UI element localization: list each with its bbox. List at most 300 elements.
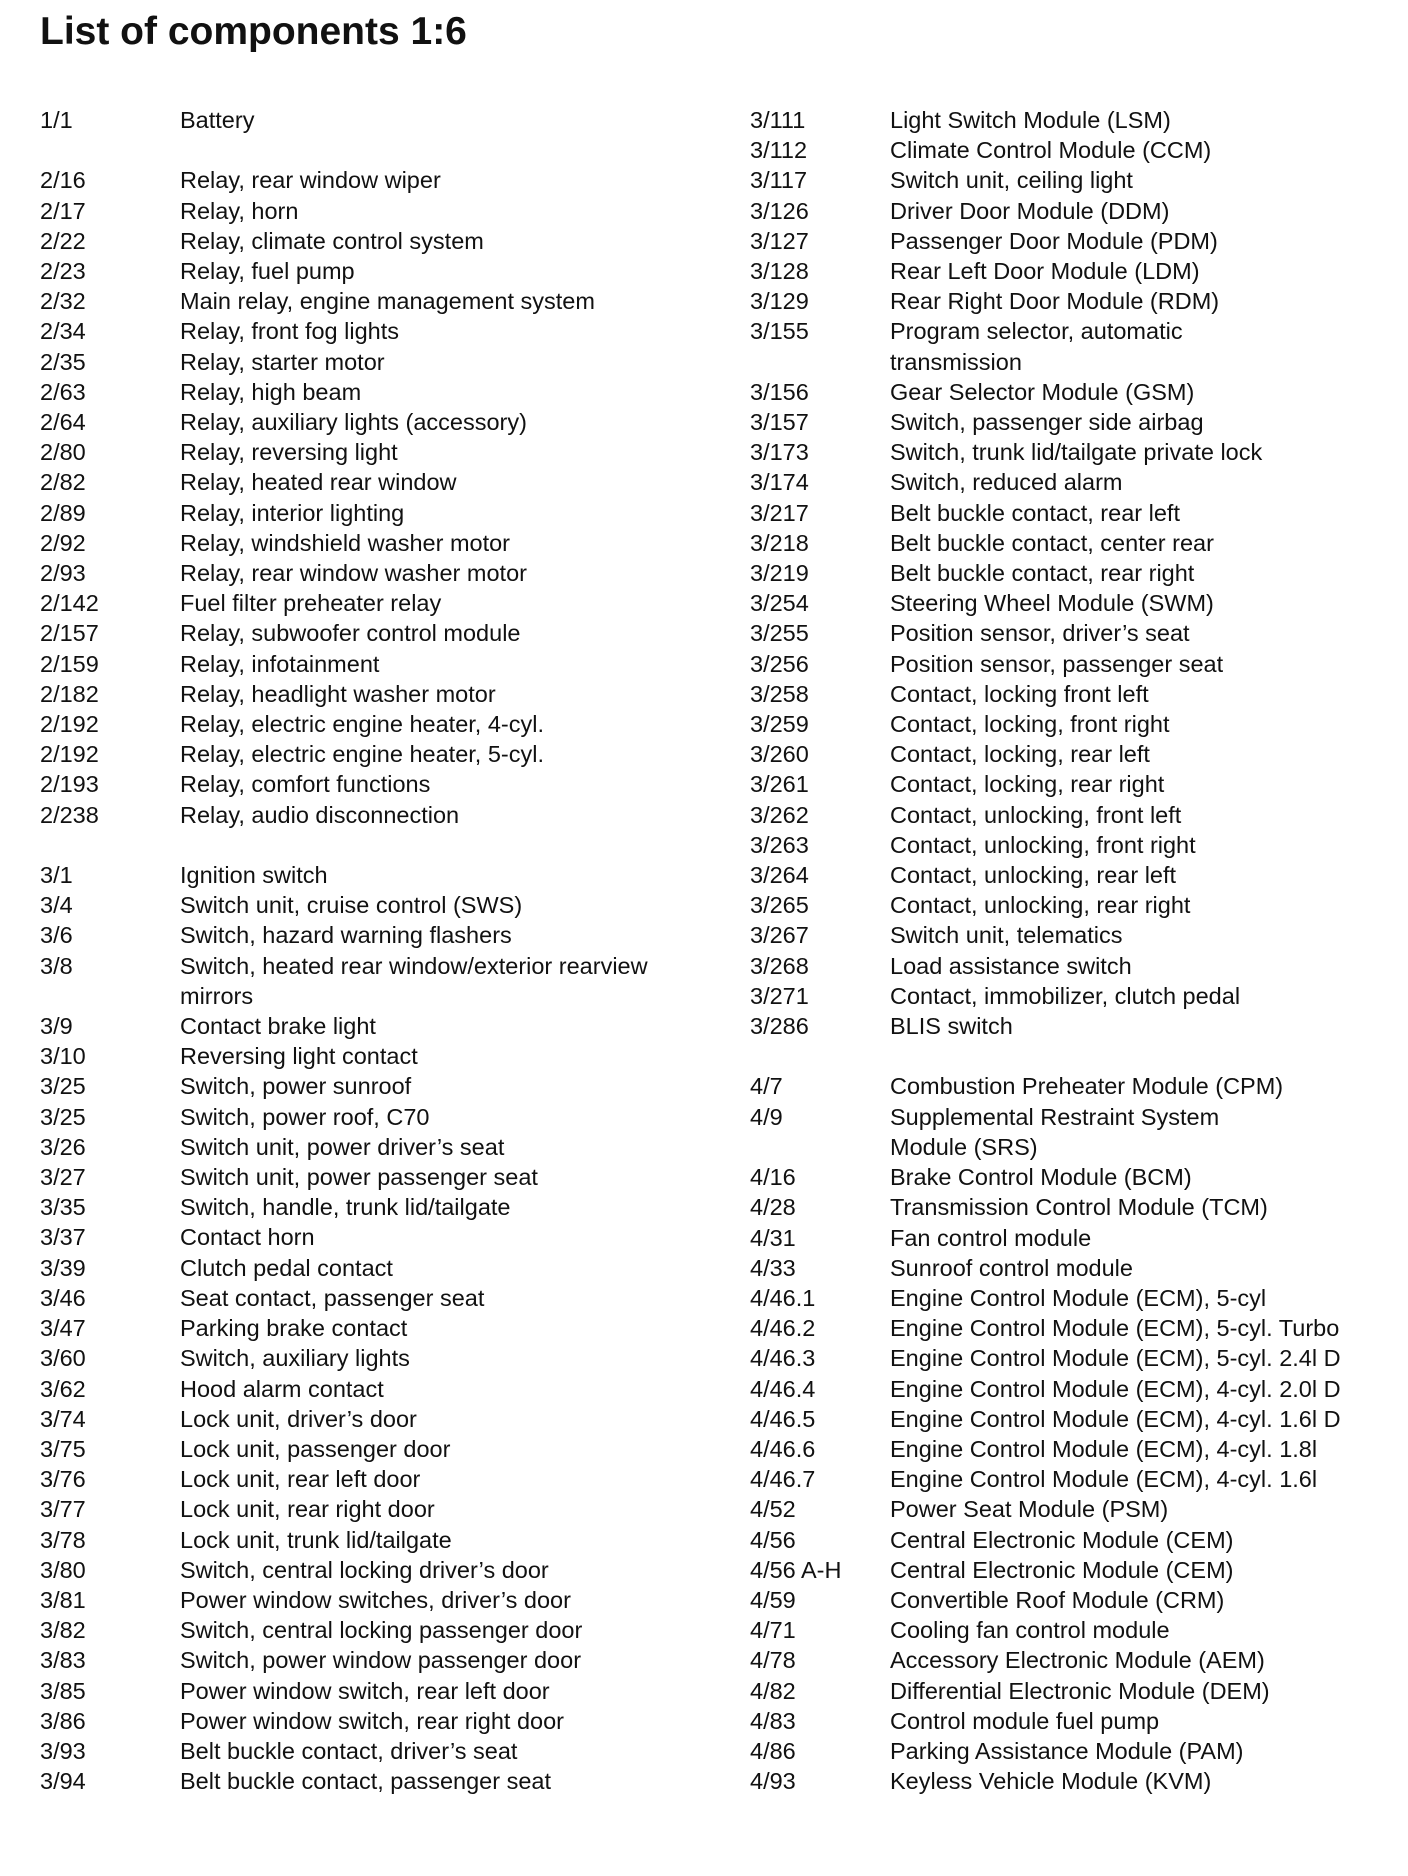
component-code: 3/217	[750, 499, 809, 526]
component-description: Power window switches, driver’s door	[180, 1586, 571, 1613]
list-item	[40, 105, 720, 135]
component-description: Belt buckle contact, passenger seat	[180, 1768, 551, 1795]
list-item	[40, 1313, 720, 1343]
component-description: Relay, rear window wiper	[180, 167, 441, 194]
component-code: 4/31	[750, 1224, 796, 1251]
component-description: Transmission Control Module (TCM)	[890, 1194, 1268, 1221]
component-description: Fan control module	[890, 1224, 1092, 1251]
component-description: Brake Control Module (BCM)	[890, 1164, 1192, 1191]
list-item	[750, 1525, 1400, 1555]
component-description: Relay, high beam	[180, 378, 362, 405]
component-code: 4/46.1	[750, 1284, 816, 1311]
list-item	[40, 739, 720, 769]
component-code: 2/82	[40, 469, 86, 496]
component-description: Contact, locking front left	[890, 680, 1149, 707]
list-item	[750, 105, 1400, 135]
component-description: Relay, reversing light	[180, 439, 398, 466]
list-item	[40, 1706, 720, 1736]
component-code: 3/117	[750, 167, 808, 194]
component-description: Ignition switch	[180, 862, 328, 889]
component-code: 3/127	[750, 227, 809, 254]
list-item	[750, 1615, 1400, 1645]
list-item	[750, 1343, 1400, 1373]
component-code: 3/267	[750, 922, 809, 949]
list-item	[40, 1676, 720, 1706]
component-code: 3/78	[40, 1526, 86, 1553]
component-description-line: Module (SRS)	[890, 1133, 1038, 1160]
list-item	[750, 890, 1400, 920]
component-code: 3/156	[750, 378, 809, 405]
component-description: Driver Door Module (DDM)	[890, 197, 1170, 224]
list-item	[750, 498, 1400, 528]
component-code: 4/16	[750, 1164, 796, 1191]
component-description: Differential Electronic Module (DEM)	[890, 1677, 1270, 1704]
component-description: Belt buckle contact, rear left	[890, 499, 1180, 526]
component-code: 2/64	[40, 409, 86, 436]
page-title: List of components 1:6	[40, 10, 467, 53]
list-item	[40, 226, 720, 256]
list-item	[750, 1676, 1400, 1706]
component-code: 2/92	[40, 529, 86, 556]
component-description: Clutch pedal contact	[180, 1254, 393, 1281]
component-description: Lock unit, driver’s door	[180, 1405, 417, 1432]
component-code: 3/26	[40, 1133, 86, 1160]
component-description: Switch, power roof, C70	[180, 1103, 430, 1130]
component-list-right	[750, 105, 1400, 1796]
component-code: 4/56 A-H	[750, 1556, 842, 1583]
component-description: Cooling fan control module	[890, 1617, 1170, 1644]
component-description: Engine Control Module (ECM), 4-cyl. 2.0l D	[890, 1375, 1341, 1402]
component-description: Accessory Electronic Module (AEM)	[890, 1647, 1265, 1674]
list-item	[750, 981, 1400, 1011]
component-description: Relay, subwoofer control module	[180, 620, 521, 647]
list-item	[750, 649, 1400, 679]
component-code: 3/173	[750, 439, 809, 466]
list-item	[750, 558, 1400, 588]
component-code: 4/83	[750, 1707, 796, 1734]
component-description: Steering Wheel Module (SWM)	[890, 590, 1214, 617]
component-description: Rear Left Door Module (LDM)	[890, 258, 1200, 285]
component-description: Reversing light contact	[180, 1043, 418, 1070]
list-item	[40, 1253, 720, 1283]
list-item	[40, 1162, 720, 1192]
component-description: Position sensor, passenger seat	[890, 650, 1224, 677]
list-item	[40, 1464, 720, 1494]
component-description: Engine Control Module (ECM), 5-cyl. Turbo	[890, 1315, 1340, 1342]
list-item	[750, 830, 1400, 860]
component-code: 3/128	[750, 258, 809, 285]
component-description: Belt buckle contact, center rear	[890, 529, 1214, 556]
component-code: 3/94	[40, 1768, 86, 1795]
component-description: Switch, trunk lid/tailgate private lock	[890, 439, 1263, 466]
list-item	[750, 135, 1400, 165]
component-code: 3/76	[40, 1466, 86, 1493]
list-item	[750, 1253, 1400, 1283]
list-item	[750, 256, 1400, 286]
list-item	[750, 709, 1400, 739]
list-item	[750, 1434, 1400, 1464]
component-code: 3/62	[40, 1375, 86, 1402]
list-item	[750, 1736, 1400, 1766]
list-item	[750, 1102, 1400, 1162]
list-item	[750, 196, 1400, 226]
component-code: 4/82	[750, 1677, 796, 1704]
component-code: 3/60	[40, 1345, 86, 1372]
component-code: 3/93	[40, 1737, 86, 1764]
component-code: 3/260	[750, 741, 809, 768]
component-code: 4/93	[750, 1768, 796, 1795]
component-code: 3/25	[40, 1103, 86, 1130]
list-item	[750, 1223, 1400, 1253]
component-description: Contact, immobilizer, clutch pedal	[890, 982, 1241, 1009]
component-code: 3/111	[750, 107, 806, 133]
component-code: 3/218	[750, 529, 809, 556]
component-description: Seat contact, passenger seat	[180, 1284, 485, 1311]
component-code: 4/7	[750, 1073, 783, 1100]
list-item	[750, 1766, 1400, 1796]
component-description: Relay, infotainment	[180, 650, 380, 677]
component-code: 4/28	[750, 1194, 796, 1221]
component-description: Engine Control Module (ECM), 5-cyl. 2.4l D	[890, 1345, 1341, 1372]
list-item	[750, 437, 1400, 467]
component-description: Relay, auxiliary lights (accessory)	[180, 409, 527, 436]
component-code: 3/271	[750, 982, 809, 1009]
list-item	[750, 1464, 1400, 1494]
component-code: 4/46.6	[750, 1435, 816, 1462]
component-description: Contact, locking, rear left	[890, 741, 1150, 768]
component-list-left	[40, 105, 720, 1796]
list-item	[750, 1706, 1400, 1736]
component-description: Climate Control Module (CCM)	[890, 137, 1212, 164]
component-description: Relay, fuel pump	[180, 258, 355, 284]
component-code: 4/56	[750, 1526, 796, 1553]
component-description: Switch, passenger side airbag	[890, 409, 1204, 436]
list-item	[750, 618, 1400, 648]
list-item	[40, 1615, 720, 1645]
component-code: 3/4	[40, 892, 73, 919]
component-code: 3/264	[750, 862, 809, 889]
component-description: Contact, locking, rear right	[890, 771, 1165, 798]
list-item	[750, 407, 1400, 437]
component-description: BLIS switch	[890, 1013, 1013, 1040]
list-item	[750, 860, 1400, 890]
list-spacer	[750, 1041, 1400, 1071]
list-item	[750, 1313, 1400, 1343]
component-code: 4/46.5	[750, 1405, 816, 1432]
component-description: Belt buckle contact, driver’s seat	[180, 1737, 518, 1764]
component-code: 4/78	[750, 1647, 796, 1674]
component-description: Contact, unlocking, rear right	[890, 892, 1191, 919]
component-code: 2/159	[40, 650, 99, 677]
component-description: Keyless Vehicle Module (KVM)	[890, 1768, 1212, 1795]
component-description: Switch unit, ceiling light	[890, 167, 1133, 194]
component-description: Engine Control Module (ECM), 5-cyl	[890, 1284, 1267, 1311]
list-item	[750, 1162, 1400, 1192]
component-description: Relay, climate control system	[180, 227, 484, 254]
list-item	[750, 1555, 1400, 1585]
component-description: Lock unit, rear left door	[180, 1466, 421, 1493]
list-item	[40, 1525, 720, 1555]
component-code: 4/46.4	[750, 1375, 816, 1402]
component-description: Relay, comfort functions	[180, 771, 431, 798]
component-description: Light Switch Module (LSM)	[890, 107, 1171, 133]
component-code: 3/262	[750, 801, 809, 828]
list-item	[40, 1343, 720, 1373]
component-description: Switch, auxiliary lights	[180, 1345, 410, 1372]
component-description: Engine Control Module (ECM), 4-cyl. 1.6l D	[890, 1405, 1341, 1432]
list-item	[750, 739, 1400, 769]
component-description: Parking Assistance Module (PAM)	[890, 1737, 1244, 1764]
component-code: 3/8	[40, 952, 73, 979]
component-description: Rear Right Door Module (RDM)	[890, 288, 1220, 315]
list-item	[750, 286, 1400, 316]
component-code: 2/35	[40, 348, 86, 375]
component-code: 2/192	[40, 711, 99, 738]
list-item	[750, 1645, 1400, 1675]
component-code: 4/9	[750, 1103, 783, 1130]
component-description: Lock unit, passenger door	[180, 1435, 451, 1462]
component-code: 4/71	[750, 1617, 796, 1644]
component-code: 3/1	[40, 862, 73, 889]
component-description: Relay, headlight washer motor	[180, 680, 496, 707]
list-item	[40, 286, 720, 316]
list-item	[750, 588, 1400, 618]
component-code: 3/74	[40, 1405, 86, 1432]
component-description: Battery	[180, 107, 255, 133]
list-item	[40, 407, 720, 437]
component-description: Position sensor, driver’s seat	[890, 620, 1190, 647]
list-item	[40, 377, 720, 407]
component-description: Switch, power window passenger door	[180, 1647, 582, 1674]
component-code: 3/261	[750, 771, 809, 798]
component-code: 3/47	[40, 1315, 86, 1342]
list-item	[40, 498, 720, 528]
list-item	[750, 1585, 1400, 1615]
list-item	[40, 1222, 720, 1252]
component-code: 2/142	[40, 590, 99, 617]
component-code: 2/34	[40, 318, 86, 345]
component-description: Relay, electric engine heater, 5-cyl.	[180, 741, 544, 768]
component-description: Contact, unlocking, front left	[890, 801, 1182, 828]
list-item	[40, 1736, 720, 1766]
list-item	[750, 951, 1400, 981]
component-code: 2/193	[40, 771, 99, 798]
component-code: 2/238	[40, 801, 99, 828]
component-code: 3/256	[750, 650, 809, 677]
component-description: Hood alarm contact	[180, 1375, 384, 1402]
list-item	[40, 1585, 720, 1615]
list-item	[750, 1494, 1400, 1524]
component-code: 2/17	[40, 197, 86, 224]
component-description: Switch, power sunroof	[180, 1073, 412, 1100]
component-code: 2/93	[40, 560, 86, 587]
component-description: Contact, unlocking, rear left	[890, 862, 1177, 889]
component-code: 4/46.2	[750, 1315, 816, 1342]
component-description: Power window switch, rear left door	[180, 1677, 550, 1704]
component-code: 2/22	[40, 227, 86, 254]
component-description: Switch unit, telematics	[890, 922, 1123, 949]
component-code: 3/83	[40, 1647, 86, 1674]
component-code: 1/1	[40, 107, 73, 133]
component-code: 2/192	[40, 741, 99, 768]
list-spacer	[40, 830, 720, 860]
component-code: 4/33	[750, 1254, 796, 1281]
component-description-line: transmission	[890, 348, 1022, 375]
component-description: Switch, handle, trunk lid/tailgate	[180, 1194, 511, 1221]
list-item	[750, 528, 1400, 558]
component-code: 3/37	[40, 1224, 86, 1251]
list-item	[40, 1132, 720, 1162]
component-description: Relay, electric engine heater, 4-cyl.	[180, 711, 544, 738]
list-item	[40, 1041, 720, 1071]
component-description: Engine Control Module (ECM), 4-cyl. 1.8l	[890, 1435, 1318, 1462]
list-item	[40, 1283, 720, 1313]
component-code: 3/254	[750, 590, 809, 617]
list-item	[40, 1434, 720, 1464]
list-item	[40, 196, 720, 226]
list-item	[750, 1283, 1400, 1313]
component-code: 4/59	[750, 1586, 796, 1613]
list-item	[40, 467, 720, 497]
list-item	[40, 347, 720, 377]
list-item	[40, 860, 720, 890]
list-item	[750, 165, 1400, 195]
list-item	[40, 316, 720, 346]
component-description: Engine Control Module (ECM), 4-cyl. 1.6l	[890, 1466, 1318, 1493]
component-description: Lock unit, rear right door	[180, 1496, 435, 1523]
list-item	[40, 256, 720, 286]
component-code: 4/52	[750, 1496, 796, 1523]
component-description: Switch, central locking driver’s door	[180, 1556, 549, 1583]
list-item	[40, 1555, 720, 1585]
list-item	[40, 1102, 720, 1132]
list-item	[40, 1192, 720, 1222]
component-description: Relay, heated rear window	[180, 469, 457, 496]
component-description: Switch unit, power passenger seat	[180, 1164, 538, 1191]
list-item	[750, 1374, 1400, 1404]
list-item	[750, 1192, 1400, 1222]
component-description: Belt buckle contact, rear right	[890, 560, 1195, 587]
component-description: Contact brake light	[180, 1013, 376, 1040]
component-code: 2/23	[40, 258, 86, 284]
component-description: Switch, central locking passenger door	[180, 1617, 583, 1644]
component-code: 3/268	[750, 952, 809, 979]
component-description: Relay, horn	[180, 197, 299, 224]
component-code: 3/80	[40, 1556, 86, 1583]
component-code: 3/259	[750, 711, 809, 738]
component-description: Switch, reduced alarm	[890, 469, 1123, 496]
list-item	[40, 588, 720, 618]
component-description: Sunroof control module	[890, 1254, 1133, 1281]
component-code: 3/39	[40, 1254, 86, 1281]
list-item	[40, 1645, 720, 1675]
component-code: 3/25	[40, 1073, 86, 1100]
list-item	[750, 800, 1400, 830]
component-code: 3/35	[40, 1194, 86, 1221]
list-item	[40, 165, 720, 195]
list-item	[40, 679, 720, 709]
component-description: Switch unit, power driver’s seat	[180, 1133, 505, 1160]
component-code: 2/182	[40, 680, 99, 707]
component-code: 3/126	[750, 197, 809, 224]
component-description: Switch unit, cruise control (SWS)	[180, 892, 523, 919]
component-description: Switch, heated rear window/exterior rearview mirrors	[180, 952, 648, 1009]
component-description	[890, 316, 1400, 376]
component-code: 2/63	[40, 378, 86, 405]
list-item	[750, 316, 1400, 376]
list-item	[40, 528, 720, 558]
component-code: 3/46	[40, 1284, 86, 1311]
component-code: 3/81	[40, 1586, 86, 1613]
list-item	[40, 951, 720, 1011]
list-spacer	[40, 135, 720, 165]
list-item	[750, 1404, 1400, 1434]
component-code: 3/219	[750, 560, 809, 587]
component-code: 3/27	[40, 1164, 86, 1191]
component-code: 3/86	[40, 1707, 86, 1734]
component-description-line: Program selector, automatic	[890, 318, 1183, 345]
list-item	[40, 1766, 720, 1796]
list-item	[750, 769, 1400, 799]
component-description: Relay, starter motor	[180, 348, 385, 375]
component-code: 2/32	[40, 288, 86, 315]
component-code: 2/16	[40, 167, 86, 194]
component-description: Relay, windshield washer motor	[180, 529, 511, 556]
component-code: 3/258	[750, 680, 809, 707]
component-description: Passenger Door Module (PDM)	[890, 227, 1218, 254]
component-code: 2/157	[40, 620, 99, 647]
component-description: Central Electronic Module (CEM)	[890, 1556, 1234, 1583]
list-item	[40, 709, 720, 739]
list-item	[40, 920, 720, 950]
list-item	[40, 558, 720, 588]
list-item	[750, 920, 1400, 950]
component-description: Relay, rear window washer motor	[180, 560, 527, 587]
component-code: 3/157	[750, 409, 809, 436]
component-code: 2/80	[40, 439, 86, 466]
list-item	[40, 1494, 720, 1524]
component-description: Contact horn	[180, 1224, 315, 1251]
component-description: Relay, front fog lights	[180, 318, 400, 345]
component-code: 3/265	[750, 892, 809, 919]
list-item	[750, 1011, 1400, 1041]
component-code: 3/286	[750, 1013, 809, 1040]
list-item	[40, 437, 720, 467]
list-item	[750, 226, 1400, 256]
list-item	[40, 618, 720, 648]
list-item	[40, 1374, 720, 1404]
component-description: Contact, locking, front right	[890, 711, 1170, 738]
component-code: 3/155	[750, 318, 809, 345]
list-item	[40, 1071, 720, 1101]
component-code: 3/112	[750, 137, 808, 164]
component-code: 3/82	[40, 1617, 86, 1644]
component-description: Convertible Roof Module (CRM)	[890, 1586, 1225, 1613]
component-description: Central Electronic Module (CEM)	[890, 1526, 1234, 1553]
component-description: Switch, hazard warning flashers	[180, 922, 512, 949]
component-code: 3/174	[750, 469, 809, 496]
component-description: Main relay, engine management system	[180, 288, 595, 315]
component-description: Combustion Preheater Module (CPM)	[890, 1073, 1284, 1100]
component-code: 4/46.3	[750, 1345, 816, 1372]
list-item	[40, 649, 720, 679]
component-code: 3/255	[750, 620, 809, 647]
component-code: 3/129	[750, 288, 809, 315]
list-item	[750, 1071, 1400, 1101]
component-code: 3/263	[750, 831, 809, 858]
list-item	[40, 800, 720, 830]
component-description-line: Supplemental Restraint System	[890, 1103, 1220, 1130]
